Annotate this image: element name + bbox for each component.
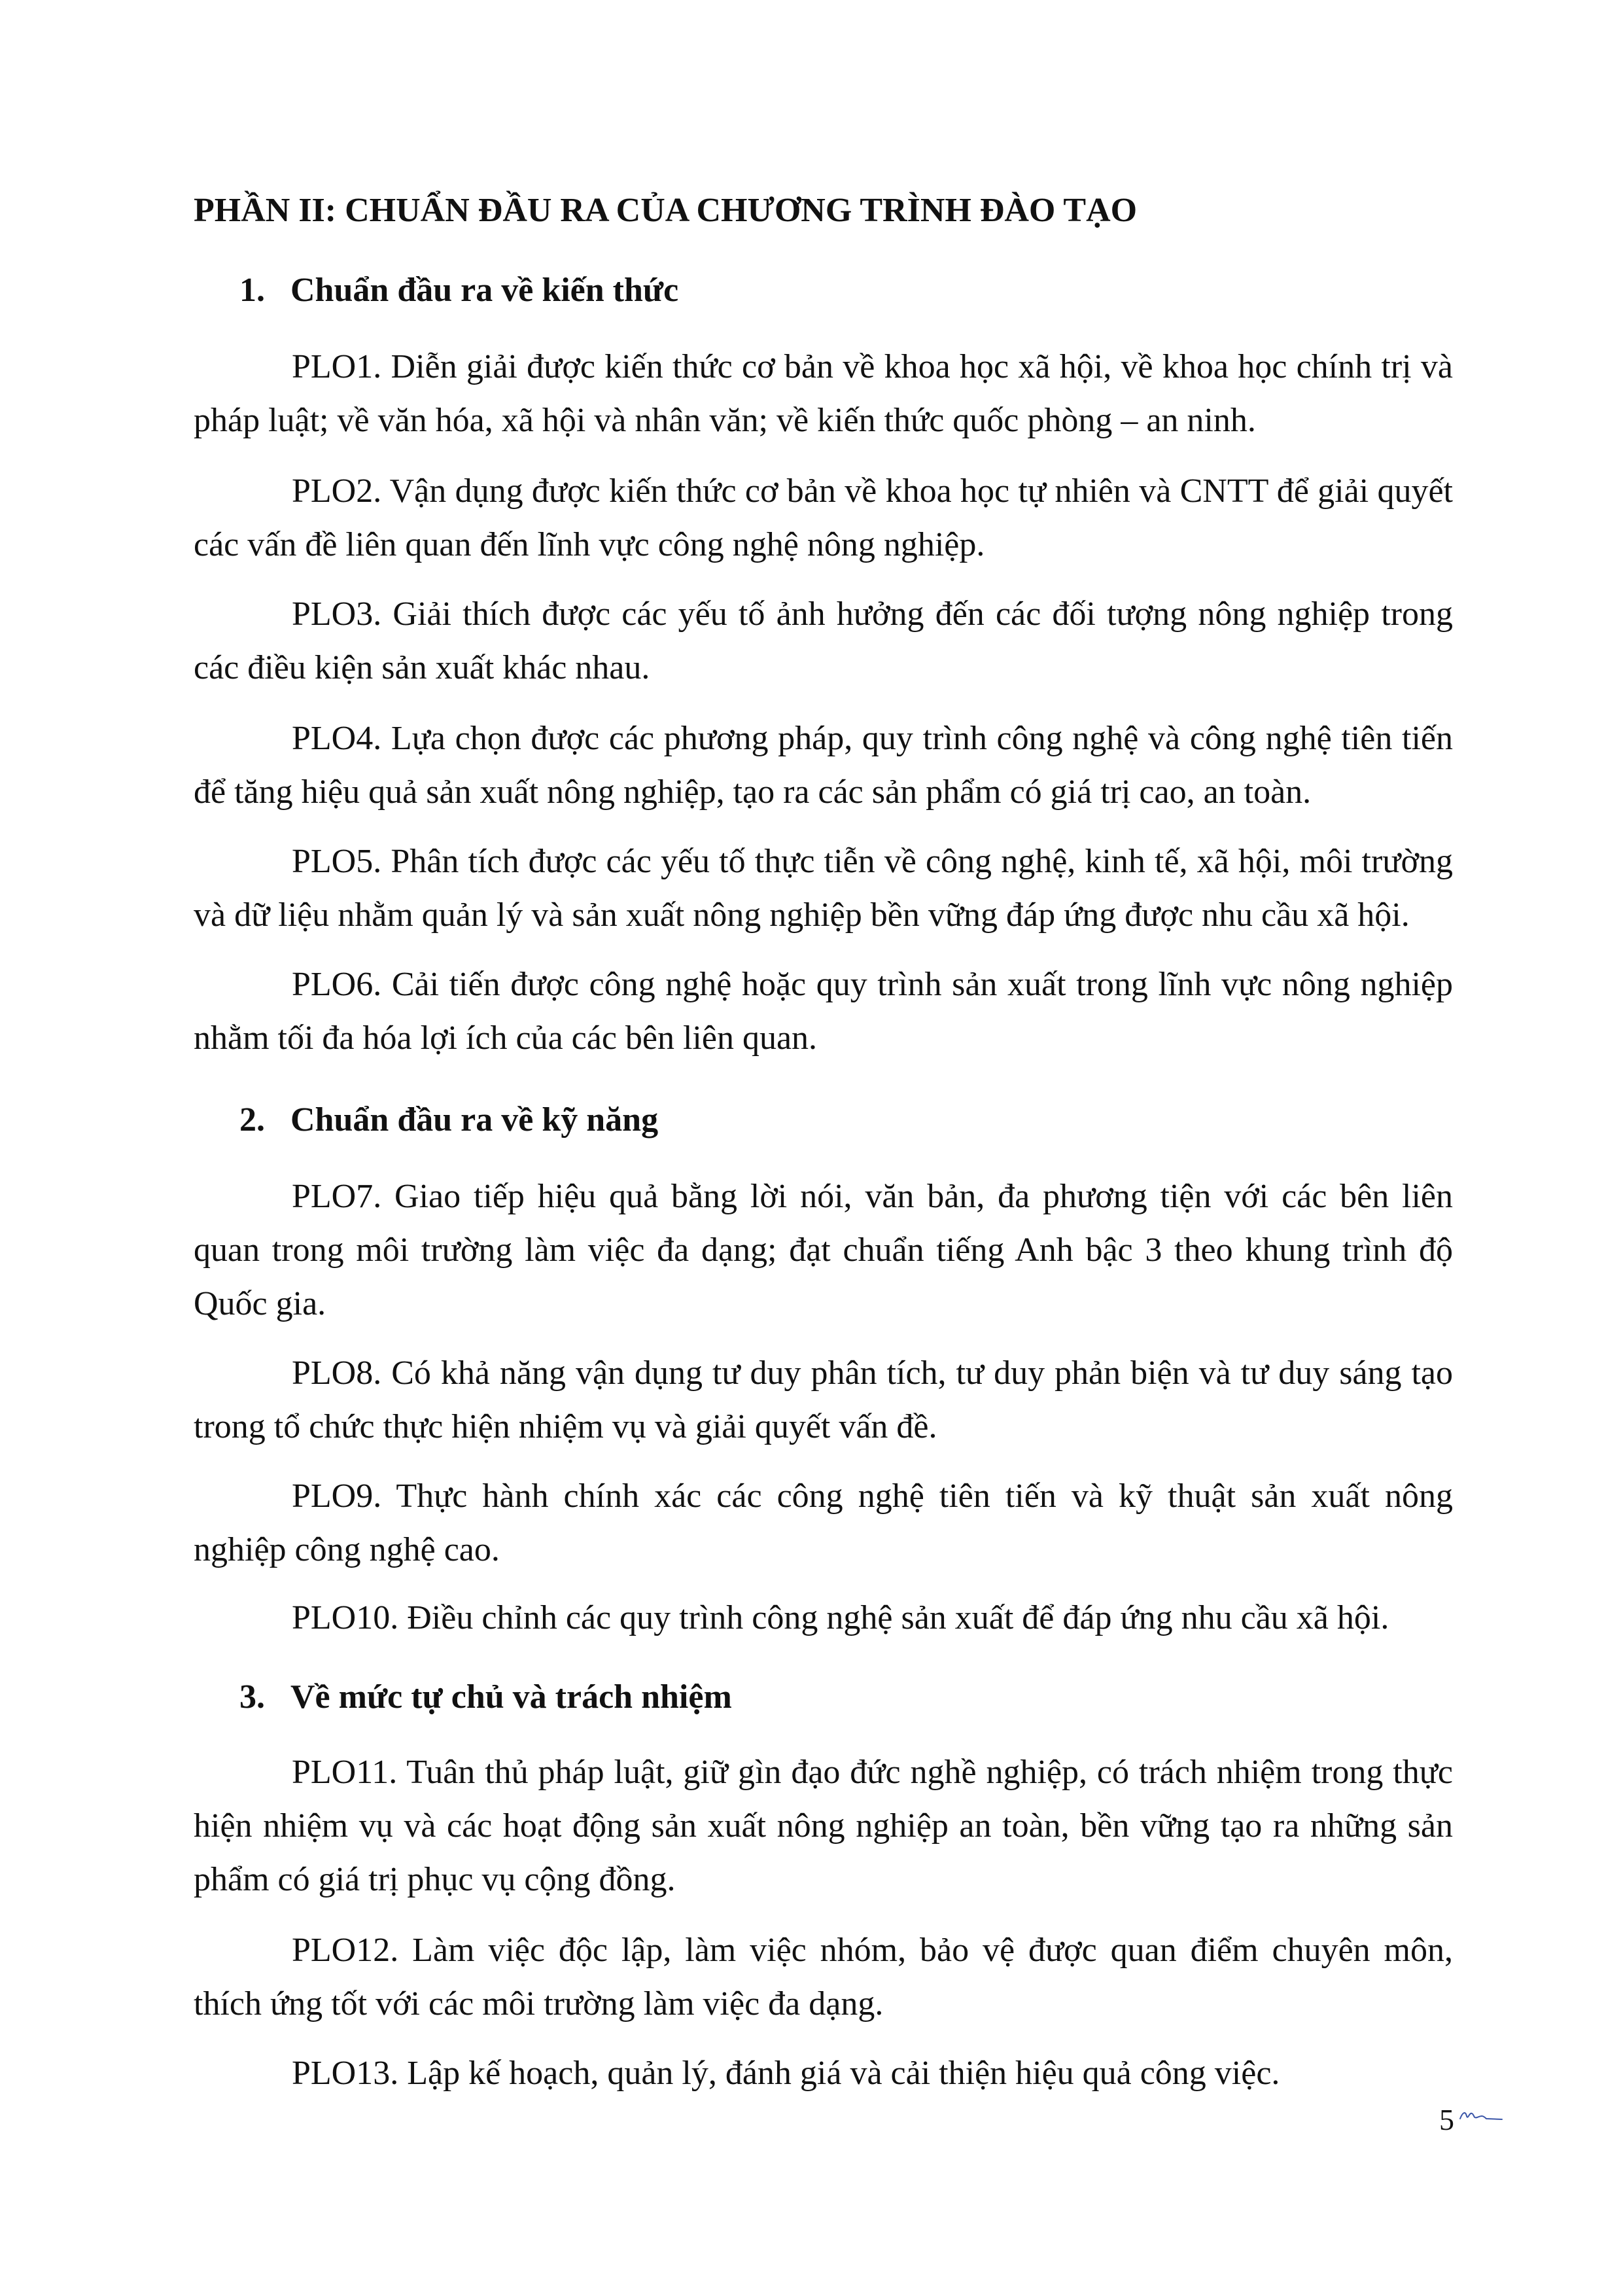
page-number: 5: [1439, 2103, 1454, 2136]
plo-item: PLO6. Cải tiến được công nghệ hoặc quy trình sản xuất trong lĩnh vực nông nghiệp nhằm tối đa hóa lợi ích của các bên liên quan.: [194, 966, 1453, 1057]
plo-item: PLO2. Vận dụng được kiến thức cơ bản về khoa học tự nhiên và CNTT để giải quyết các vấn đề liên quan đến lĩnh vực công nghệ nông nghiệp.: [194, 472, 1453, 563]
section-heading-skills: [239, 1097, 1450, 1144]
plo-item: PLO7. Giao tiếp hiệu quả bằng lời nói, văn bản, đa phương tiện với các bên liên quan trong môi trường làm việc đa dạng; đạt chuẩn tiếng Anh bậc 3 theo khung trình độ Quốc gia.: [194, 1178, 1453, 1322]
plo-item: PLO11. Tuân thủ pháp luật, giữ gìn đạo đức nghề nghiệp, có trách nhiệm trong thực hiện nhiệm vụ và các hoạt động sản xuất nông nghiệp an toàn, bền vững tạo ra những sản phẩm có giá trị phục vụ cộng đồng.: [194, 1754, 1453, 1898]
handwritten-initials-icon: [1457, 2099, 1503, 2128]
part-title: PHẦN II: CHUẨN ĐẦU RA CỦA CHƯƠNG TRÌNH ĐÀO TẠO: [194, 192, 1138, 229]
plo-item: PLO5. Phân tích được các yếu tố thực tiễn về công nghệ, kinh tế, xã hội, môi trường và dữ liệu nhằm quản lý và sản xuất nông nghiệp bền vững đáp ứng được nhu cầu xã hội.: [194, 843, 1453, 934]
section-number: 1.: [239, 272, 265, 309]
section-heading-autonomy: [239, 1674, 1450, 1721]
plo-item: PLO1. Diễn giải được kiến thức cơ bản về khoa học xã hội, về khoa học chính trị và pháp luật; về văn hóa, xã hội và nhân văn; về kiến thức quốc phòng – an ninh.: [194, 348, 1453, 439]
section-title: Chuẩn đầu ra về kỹ năng: [290, 1101, 659, 1139]
plo-item: PLO4. Lựa chọn được các phương pháp, quy trình công nghệ và công nghệ tiên tiến để tăng hiệu quả sản xuất nông nghiệp, tạo ra các sản phẩm có giá trị cao, an toàn.: [194, 720, 1453, 811]
plo-item: PLO8. Có khả năng vận dụng tư duy phân tích, tư duy phản biện và tư duy sáng tạo trong tổ chức thực hiện nhiệm vụ và giải quyết vấn đề.: [194, 1354, 1453, 1445]
plo-item: PLO9. Thực hành chính xác các công nghệ tiên tiến và kỹ thuật sản xuất nông nghiệp công nghệ cao.: [194, 1477, 1453, 1568]
section-title: Chuẩn đầu ra về kiến thức: [290, 272, 679, 309]
plo-item: PLO12. Làm việc độc lập, làm việc nhóm, bảo vệ được quan điểm chuyên môn, thích ứng tốt với các môi trường làm việc đa dạng.: [194, 1932, 1453, 2022]
section-heading-knowledge: [239, 267, 1450, 314]
section-number: 3.: [239, 1678, 265, 1716]
plo-item: PLO10. Điều chỉnh các quy trình công nghệ sản xuất để đáp ứng nhu cầu xã hội.: [292, 1599, 1389, 1636]
plo-item: PLO3. Giải thích được các yếu tố ảnh hưởng đến các đối tượng nông nghiệp trong các điều kiện sản xuất khác nhau.: [194, 595, 1453, 686]
section-title: Về mức tự chủ và trách nhiệm: [290, 1678, 732, 1716]
plo-item: PLO13. Lập kế hoạch, quản lý, đánh giá và cải thiện hiệu quả công việc.: [292, 2055, 1280, 2092]
section-number: 2.: [239, 1101, 265, 1139]
